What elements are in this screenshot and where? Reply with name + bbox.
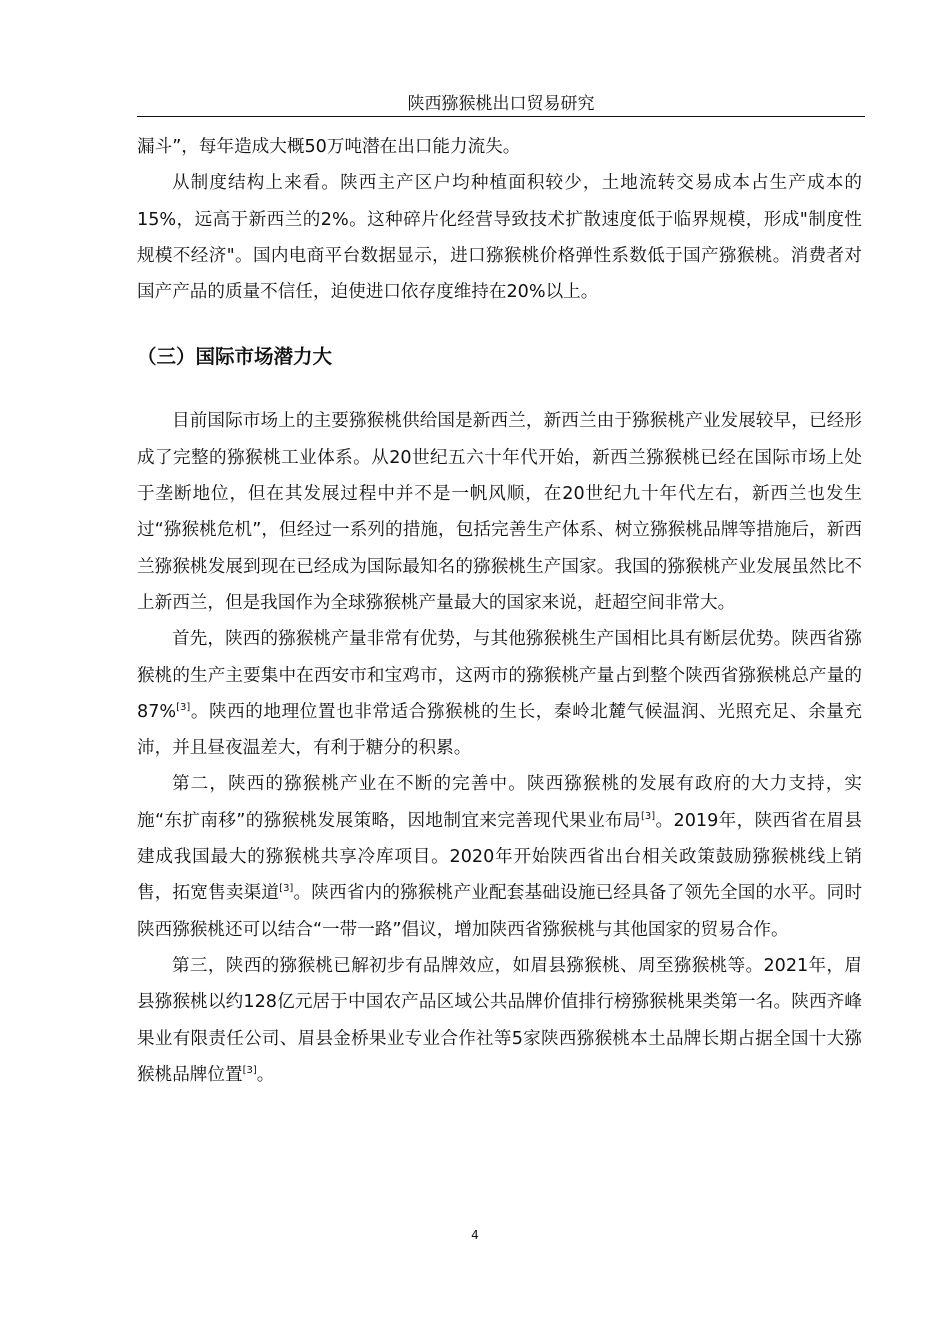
citation-ref: [3] <box>641 810 656 822</box>
paragraph-continuation: 漏斗”，每年造成大概50万吨潜在出口能力流失。 <box>137 137 521 157</box>
paragraph-text: 。 <box>256 1064 275 1085</box>
citation-ref: [3] <box>176 701 191 713</box>
paragraph-first-advantage <box>137 621 862 766</box>
citation-ref: [3] <box>279 883 294 895</box>
citation-ref: [3] <box>242 1064 257 1076</box>
paragraph-text: 首先，陕西的猕猴桃产量非常有优势，与其他猕猴桃生产国相比具有断层优势。陕西省猕猴桃的生产主要集中在西安市和宝鸡市，这两市的猕猴桃产量占到整个陕西省猕猴桃总产量的87% <box>137 629 862 722</box>
paragraph-text: 。2019年，陕西省在眉县建成我国最大的猕猴桃共享冷库项目。2020年开始陕西省出台相关政策鼓励猕猴桃线上销售，拓宽售卖渠道 <box>137 810 862 904</box>
paragraph-second-advantage <box>137 766 862 947</box>
page-header-title: 陕西猕猴桃出口贸易研究 <box>407 94 595 114</box>
paragraph-third-advantage <box>137 948 862 1093</box>
paragraph-text: 。陕西的地理位置也非常适合猕猴桃的生长，秦岭北麓气候温润、光照充足、余量充沛，并且昼夜温差大，有利于糖分的积累。 <box>137 701 862 759</box>
header-rule <box>137 116 865 117</box>
document-body <box>137 129 862 1093</box>
paragraph-text: 第二，陕西的猕猴桃产业在不断的完善中。陕西猕猴桃的发展有政府的大力支持，实施“东扩南移”的猕猴桃发展策略，因地制宜来完善现代果业布局 <box>137 774 862 831</box>
section-heading: （三）国际市场潜力大 <box>137 345 333 369</box>
paragraph-text: 。陕西省内的猕猴桃产业配套基础设施已经具备了领先全国的水平。同时陕西猕猴桃还可以结合“一带一路”倡议，增加陕西省猕猴桃与其他国家的贸易合作。 <box>137 883 862 940</box>
paragraph-international-market: 目前国际市场上的主要猕猴桃供给国是新西兰，新西兰由于猕猴桃产业发展较早，已经形成了完整的猕猴桃工业体系。从20世纪五六十年代开始，新西兰猕猴桃已经在国际市场上处于垄断地位，但在其发展过程中并不是一帆风顺，在20世纪九十年代左右，新西兰也发生过“猕猴桃危机”，但经过一系列的措施，包括完善生产体系、树立猕猴桃品牌等措施后，新西兰猕猴桃发展到现在已经成为国际最知名的猕猴桃生产国家。我国的猕猴桃产业发展虽然比不上新西兰，但是我国作为全球猕猴桃产量最大的国家来说，赶超空间非常大。 <box>137 411 862 613</box>
paragraph-institutional-structure: 从制度结构上来看。陕西主产区户均种植面积较少，土地流转交易成本占生产成本的15%，远高于新西兰的2%。这种碎片化经营导致技术扩散速度低于临界规模，形成"制度性规模不经济"。国内电商平台数据显示，进口猕猴桃价格弹性系数低于国产猕猴桃。消费者对国产产品的质量不信任，迫使进口依存度维持在20%以上。 <box>137 173 862 303</box>
paragraph-text: 第三，陕西的猕猴桃已解初步有品牌效应，如眉县猕猴桃、周至猕猴桃等。2021年，眉县猕猴桃以约128亿元居于中国农产品区域公共品牌价值排行榜猕猴桃果类第一名。陕西齐峰果业有限责任公司、眉县金桥果业专业合作社等5家陕西猕猴桃本土品牌长期占据全国十大猕猴桃品牌位置 <box>137 955 862 1085</box>
page-number: 4 <box>471 1228 479 1242</box>
